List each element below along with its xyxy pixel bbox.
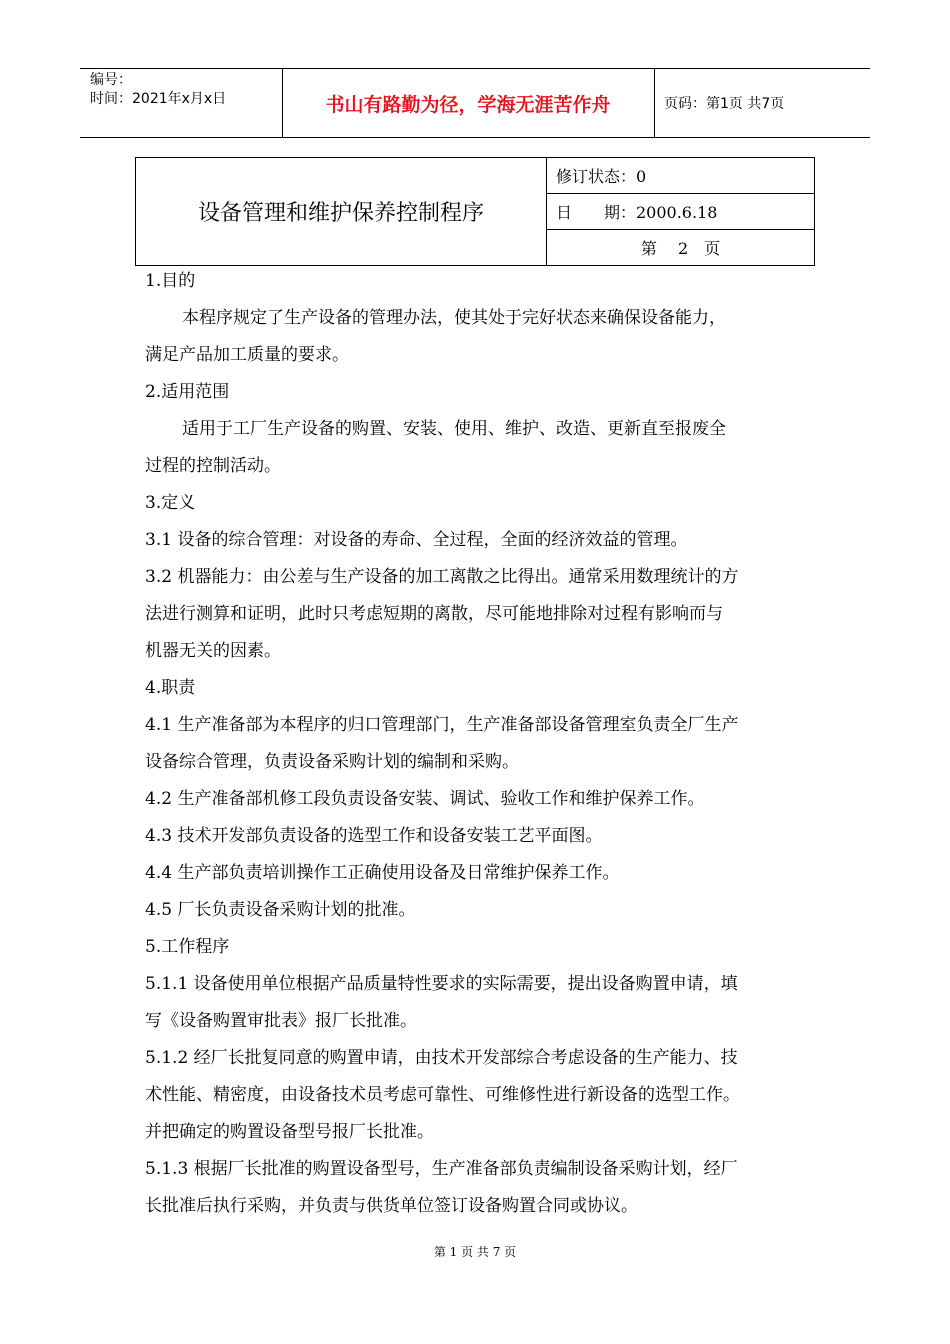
paragraph-line: 4.4 生产部负责培训操作工正确使用设备及日常维护保养工作。 — [145, 863, 620, 883]
header-left — [90, 71, 280, 109]
header-page-info: 页码：第1页 共7页 — [664, 96, 785, 112]
document-info-table — [135, 157, 815, 266]
section-heading: 5.工作程序 — [145, 937, 230, 957]
paragraph-line: 5.1.1 设备使用单位根据产品质量特性要求的实际需要，提出设备购置申请，填 — [145, 974, 738, 994]
paragraph-line: 长批准后执行采购，并负责与供货单位签订设备购置合同或协议。 — [145, 1196, 638, 1216]
paragraph-line: 5.1.3 根据厂长批准的购置设备型号，生产准备部负责编制设备采购计划，经厂 — [145, 1159, 738, 1179]
section-heading: 3.定义 — [145, 493, 196, 513]
document-number-label: 编号： — [90, 72, 132, 88]
section-heading: 2.适用范围 — [145, 382, 230, 402]
table-page-number: 第 2 页 — [640, 239, 721, 258]
paragraph-line: 4.2 生产准备部机修工段负责设备安装、调试、验收工作和维护保养工作。 — [145, 789, 705, 809]
paragraph-line: 4.1 生产准备部为本程序的归口管理部门，生产准备部设备管理室负责全厂生产 — [145, 715, 739, 735]
paragraph-line: 3.1 设备的综合管理：对设备的寿命、全过程，全面的经济效益的管理。 — [145, 530, 688, 550]
document-body — [145, 263, 825, 1225]
paragraph-line: 本程序规定了生产设备的管理办法，使其处于完好状态来确保设备能力， — [182, 308, 726, 328]
page-header — [80, 68, 870, 138]
paragraph-line: 设备综合管理，负责设备采购计划的编制和采购。 — [145, 752, 519, 772]
section-heading: 4.职责 — [145, 678, 196, 698]
paragraph-line: 并把确定的购置设备型号报厂长批准。 — [145, 1122, 434, 1142]
paragraph-line: 过程的控制活动。 — [145, 456, 281, 476]
paragraph-line: 满足产品加工质量的要求。 — [145, 345, 349, 365]
paragraph-line: 3.2 机器能力：由公差与生产设备的加工离散之比得出。通常采用数理统计的方 — [145, 567, 739, 587]
header-divider — [654, 69, 655, 137]
paragraph-line: 术性能、精密度，由设备技术员考虑可靠性、可维修性进行新设备的选型工作。 — [145, 1085, 740, 1105]
document-title: 设备管理和维护保养控制程序 — [197, 201, 484, 226]
page-footer: 第 1 页 共 7 页 — [433, 1245, 517, 1259]
paragraph-line: 法进行测算和证明，此时只考虑短期的离散，尽可能地排除对过程有影响而与 — [145, 604, 723, 624]
document-time: 时间：2021年x月x日 — [90, 91, 227, 107]
paragraph-line: 5.1.2 经厂长批复同意的购置申请，由技术开发部综合考虑设备的生产能力、技 — [145, 1048, 738, 1068]
paragraph-line: 写《设备购置审批表》报厂长批准。 — [145, 1011, 417, 1031]
section-heading: 1.目的 — [145, 271, 196, 291]
header-motto: 书山有路勤为径，学海无涯苦作舟 — [325, 93, 611, 116]
paragraph-line: 4.5 厂长负责设备采购计划的批准。 — [145, 900, 416, 920]
paragraph-line: 适用于工厂生产设备的购置、安装、使用、维护、改造、更新直至报废全 — [182, 419, 726, 439]
paragraph-line: 4.3 技术开发部负责设备的选型工作和设备安装工艺平面图。 — [145, 826, 603, 846]
revision-status: 修订状态：0 — [547, 158, 814, 194]
document-date: 日 期：2000.6.18 — [547, 194, 814, 230]
paragraph-line: 机器无关的因素。 — [145, 641, 281, 661]
